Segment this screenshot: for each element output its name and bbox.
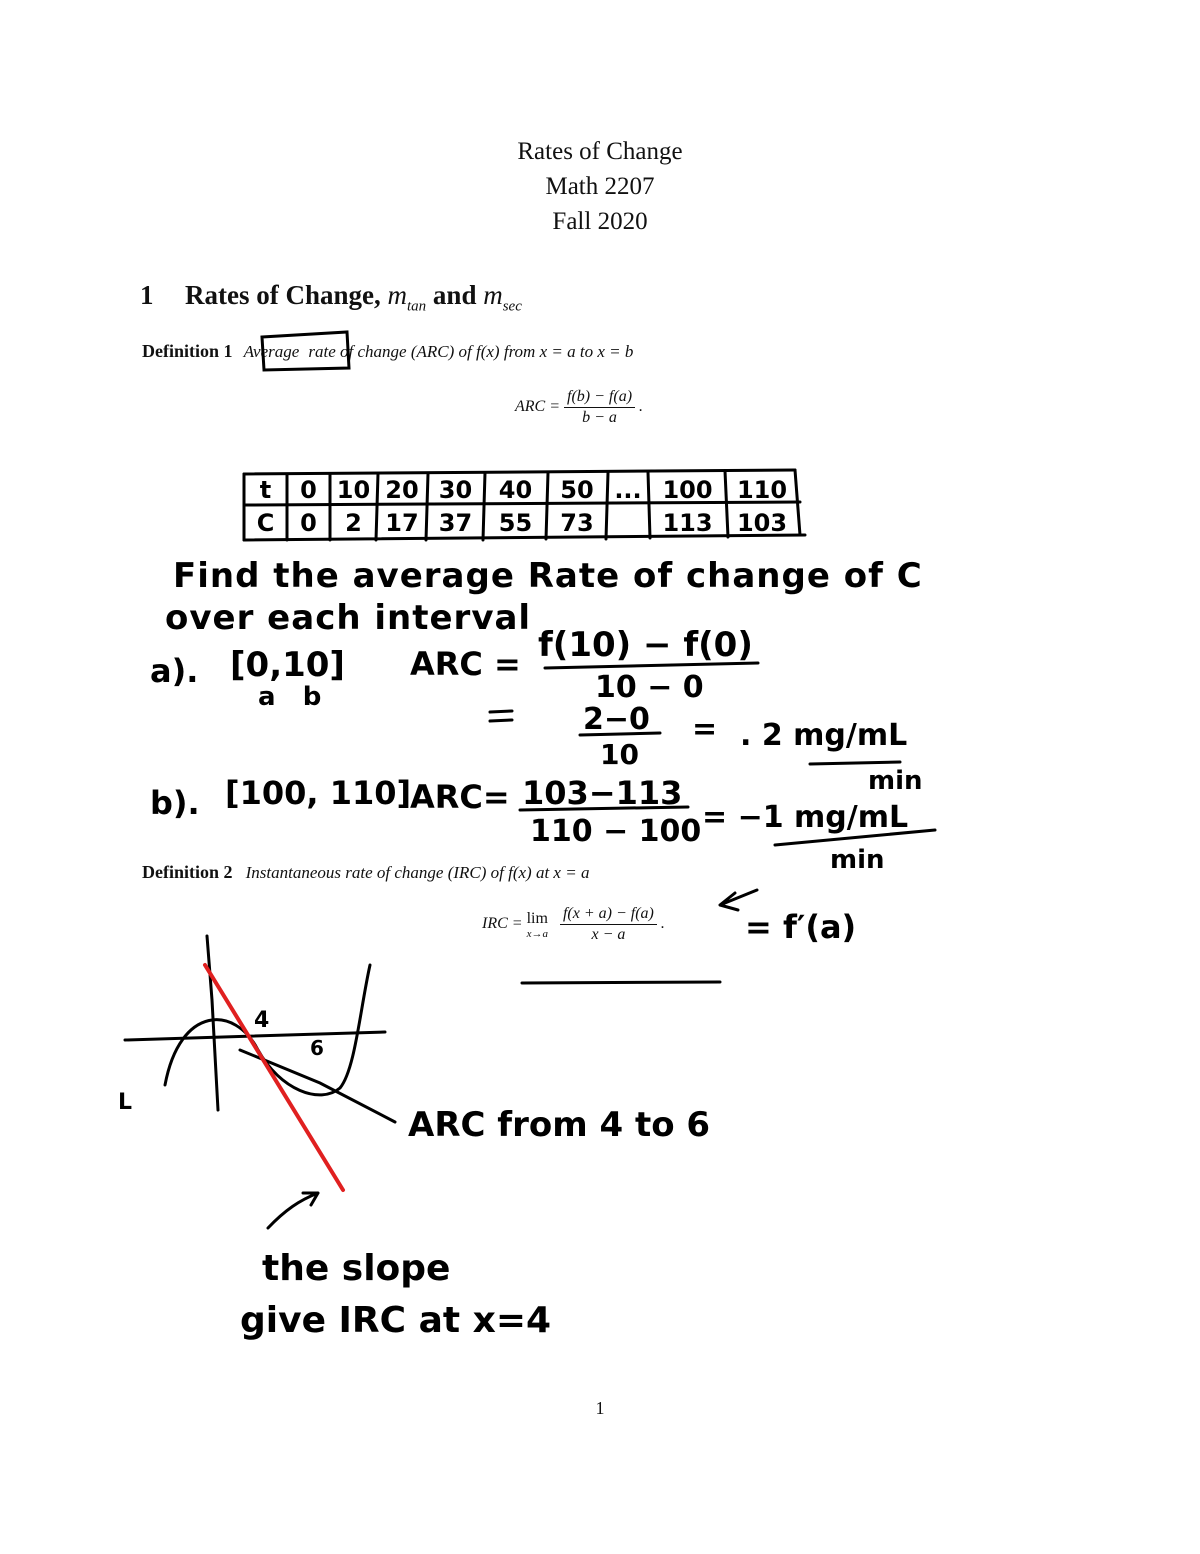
table-cell: 110 [736,476,788,504]
table-cell: 10 [336,476,371,504]
part-a-numerator: f(10) − f(0) [538,625,753,665]
section-and: and [432,280,477,310]
definition-2-text: Instantaneous rate of change (IRC) of f(x) at x = a [245,863,590,882]
equals-f-prime: = f′(a) [745,908,857,946]
irc-underline [522,982,720,983]
table-cell: 103 [736,509,788,537]
graph-y-axis [207,936,218,1110]
m-sec: $m_{sec}$ [483,280,522,315]
part-b-interval: [100, 110] [225,774,412,812]
prompt-line-1: Find the average Rate of change of C [173,556,923,596]
part-a-numerator-2: 2−0 [583,702,650,737]
section-title: Rates of Change, [185,280,381,310]
table-cell: 2 [345,509,362,537]
term: Fall 2020 [552,208,648,235]
a-unit-bar [810,762,900,764]
table-cell: C [256,509,275,537]
graph-label-l: L [118,1090,133,1115]
graph-label-6: 6 [310,1036,324,1060]
course-name: Math 2207 [545,173,655,200]
table-cell: 17 [385,509,419,537]
arc-from-note: ARC from 4 to 6 [408,1105,711,1145]
part-a-interval: [0,10] [230,645,345,685]
table-cell: ... [614,476,642,504]
irc-formula-numerator: f(x + a) − f(a) [560,905,657,925]
section-number: 1 [140,280,154,310]
arc-formula-denominator: b − a [582,409,617,426]
graph-label-4: 4 [254,1008,270,1033]
part-b-label: b). [150,784,200,822]
table-cell: 0 [300,509,317,537]
part-b-numerator: 103−113 [522,774,683,812]
definition-2-label: Definition 2 [142,862,233,882]
irc-formula [482,905,665,944]
table-cell: 0 [300,476,317,504]
irc-formula-denominator: x − a [591,926,626,943]
table-cell: 30 [438,476,473,504]
table-cell: 20 [385,476,419,504]
graph-x-axis [125,1032,385,1040]
a-equals-sign [490,711,512,721]
definition-1-boxed-word: Average [243,342,300,361]
part-b-result: = −1 mg/mL [702,800,909,835]
irc-limit [527,910,548,940]
irc-lim-sub: x→a [526,927,548,940]
part-a-equals-2: = [692,712,718,747]
prompt-line-2: over each interval [165,598,532,638]
part-a-result: . 2 mg/mL [740,718,908,753]
part-a-endpoint-letters: a b [258,682,322,712]
page-number: 1 [595,1398,605,1418]
table-cell: 113 [662,509,713,537]
arrow-to-tangent [268,1193,318,1228]
m-tan: $m_{tan}$ [387,280,427,315]
table-cell: 100 [662,476,713,504]
tangent-line [205,965,343,1190]
part-b-arc: ARC= [410,778,510,816]
table-cell: 37 [438,509,473,537]
slope-note-line-1: the slope [262,1248,451,1289]
irc-formula-fraction [560,905,657,944]
slope-note-line-2: give IRC at x=4 [240,1300,552,1341]
irc-formula-lhs: IRC = [482,915,523,933]
definition-2 [142,862,589,883]
table-cell: 40 [498,476,533,504]
arc-formula-numerator: f(b) − f(a) [564,388,635,408]
doc-title: Rates of Change [517,138,683,165]
part-b-denominator: 110 − 100 [530,814,702,849]
arc-formula-period: . [639,398,644,416]
part-a-arc: ARC = [410,645,521,683]
definition-1-text: rate of change (ARC) of f(x) from x = a to x = b [308,342,634,361]
part-a-denominator: 10 − 0 [595,670,704,705]
part-a-unit-min: min [868,766,923,796]
irc-formula-period: . [660,915,665,933]
box-around-average [262,332,349,370]
table-cell: 50 [560,476,594,504]
table-cell: t [259,476,272,504]
definition-1-label: Definition 1 [142,341,233,361]
table-cell: 55 [498,509,533,537]
part-a-denominator-2: 10 [600,738,639,771]
arc-formula-lhs: ARC = [515,398,561,416]
irc-lim-word: lim [526,909,548,927]
part-b-unit-min: min [830,845,885,875]
arrow-to-irc [720,890,757,910]
part-a-label: a). [150,652,199,690]
table-cell: 73 [560,509,594,537]
